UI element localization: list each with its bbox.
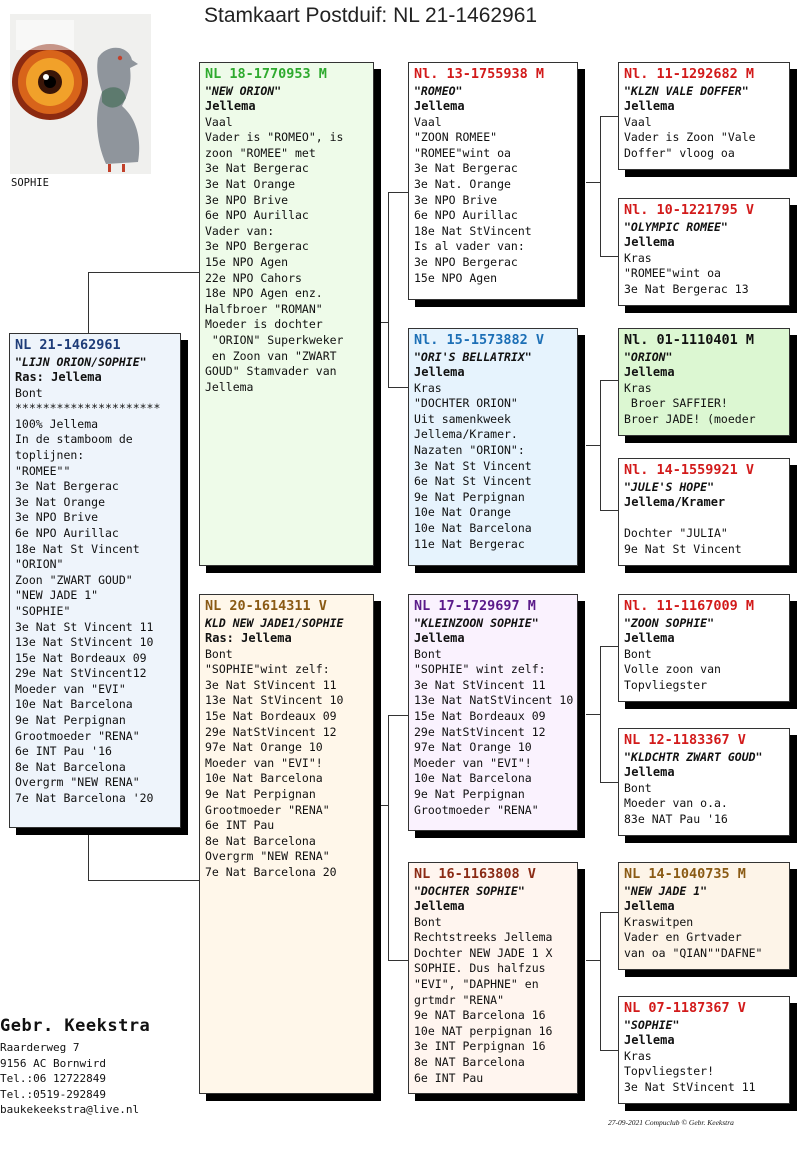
card-line: 3e NPO Bergerac — [205, 239, 309, 254]
strain: Jellema — [414, 899, 465, 913]
card-lines — [414, 915, 574, 1087]
card-line: Grootmoeder "RENA" — [414, 802, 539, 817]
strain: Jellema — [624, 365, 675, 379]
card-line: 3e NPO Bergerac — [414, 254, 518, 269]
pigeon-name: "DOCHTER SOPHIE" — [414, 884, 525, 898]
pedigree-card-ggp-8[interactable] — [618, 996, 790, 1104]
pedigree-card-ggp-5[interactable] — [618, 594, 790, 702]
card-lines — [624, 381, 786, 428]
card-lines — [414, 647, 574, 819]
ring-number: NL 14-1040735 M — [624, 866, 746, 882]
ring-number: Nl. 15-1573882 V — [414, 332, 545, 348]
connector — [600, 782, 618, 783]
card-line: en Zoon van "ZWART — [205, 348, 337, 363]
ring-number: NL 17-1729697 M — [414, 598, 536, 614]
card-line: 6e NPO Aurillac — [15, 525, 119, 540]
card-line: In de stamboom de — [15, 432, 133, 447]
card-line: Bont — [205, 646, 233, 661]
ring-number: Nl. 11-1292682 M — [624, 66, 755, 82]
pigeon-name: "NEW JADE 1" — [624, 884, 708, 898]
card-line: 97e Nat Orange 10 — [414, 740, 532, 755]
card-line: Kraswitpen — [624, 914, 694, 929]
strain: Jellema — [414, 365, 465, 379]
card-line: 6e Nat St Vincent — [414, 474, 532, 489]
card-line: 100% Jellema — [15, 416, 99, 431]
card-line: 3e NPO Brive — [414, 192, 498, 207]
card-line: 9e Nat St Vincent — [624, 541, 742, 556]
card-line: Broer JADE! (moeder — [624, 411, 756, 426]
card-line: Halfbroer "ROMAN" — [205, 301, 323, 316]
card-line: Vaal — [205, 114, 233, 129]
card-line: 3e Nat. Orange — [414, 176, 511, 191]
pedigree-card-ggp-1[interactable] — [618, 62, 790, 170]
card-line: toplijnen: — [15, 447, 85, 462]
card-line: 8e NAT Barcelona — [414, 1054, 525, 1069]
card-line: 9e Nat Perpignan — [205, 786, 316, 801]
card-line: Doffer" vloog oa — [624, 145, 735, 160]
pigeon-name: "KLZN VALE DOFFER" — [624, 84, 749, 98]
connector — [388, 387, 408, 388]
card-line: Moeder van o.a. — [624, 796, 728, 811]
card-line: Broer SAFFIER! — [624, 396, 728, 411]
pigeon-name: KLD NEW JADE1/SOPHIE — [205, 616, 344, 630]
card-line: 29e NatStVincent 12 — [205, 724, 337, 739]
card-line: "SOPHIE"wint zelf: — [205, 662, 330, 677]
pedigree-card-mother[interactable] — [199, 594, 374, 1094]
card-line: Vader is Zoon "Vale — [624, 130, 756, 145]
strain: Ras: Jellema — [205, 631, 292, 645]
card-line: "ORION" Superkweker — [205, 332, 344, 347]
connector — [88, 826, 89, 880]
strain: Jellema — [414, 631, 465, 645]
card-line: 18e Nat St Vincent — [15, 541, 140, 556]
card-line: Topvliegster! — [624, 1064, 715, 1079]
card-line: Overgrm "NEW RENA" — [15, 775, 140, 790]
strain: Ras: Jellema — [15, 370, 102, 384]
card-line: 10e Nat Barcelona — [15, 697, 133, 712]
card-line: "EVI", "DAPHNE" en — [414, 976, 539, 991]
footer-credit: 27-09-2021 Compuclub © Gebr. Keekstra — [608, 1118, 734, 1127]
pedigree-card-ggp-6[interactable] — [618, 728, 790, 836]
connector — [388, 192, 389, 387]
ring-number: Nl. 01-1110401 M — [624, 332, 755, 348]
strain: Jellema/Kramer — [624, 495, 726, 509]
page-title: Stamkaart Postduif: NL 21-1462961 — [204, 4, 538, 27]
card-line: "ORION" — [15, 557, 64, 572]
connector — [374, 805, 388, 806]
card-line: 3e NPO Brive — [205, 192, 289, 207]
ring-number: Nl. 13-1755938 M — [414, 66, 545, 82]
strain: Jellema — [624, 1033, 675, 1047]
card-line: 3e Nat StVincent 11 — [624, 1079, 756, 1094]
card-line: 3e Nat Bergerac — [205, 161, 309, 176]
card-line: 15e NPO Agen — [205, 254, 289, 269]
card-line: 3e Nat Bergerac — [414, 161, 518, 176]
connector — [388, 715, 408, 716]
pigeon-name: "OLYMPIC ROMEE" — [624, 220, 728, 234]
connector — [600, 1050, 618, 1051]
card-line: 6e INT Pau — [414, 1070, 484, 1085]
card-line: Vader is "ROMEO", is — [205, 130, 344, 145]
card-line: zoon "ROMEE" met — [205, 145, 316, 160]
pigeon-name: "LIJN ORION/SOPHIE" — [15, 355, 147, 369]
card-lines — [205, 647, 370, 881]
card-line: 10e Nat Barcelona — [414, 520, 532, 535]
card-line: 8e Nat Barcelona — [15, 759, 126, 774]
card-line: Nazaten "ORION": — [414, 442, 525, 457]
strain: Jellema — [414, 99, 465, 113]
owner-email[interactable]: baukekeekstra@live.nl — [0, 1103, 140, 1117]
card-line: 7e Nat Barcelona 20 — [205, 864, 337, 879]
strain: Jellema — [624, 899, 675, 913]
card-line: 6e NPO Aurillac — [414, 208, 518, 223]
card-line: 3e Nat StVincent 11 — [414, 677, 546, 692]
card-line: "ZOON ROMEE" — [414, 130, 498, 145]
card-line: Kras — [624, 1048, 652, 1063]
connector — [600, 380, 618, 381]
connector — [600, 116, 618, 117]
ring-number: Nl. 10-1221795 V — [624, 202, 755, 218]
card-line: SOPHIE. Dus halfzus — [414, 961, 546, 976]
connector — [586, 960, 600, 961]
connector — [388, 715, 389, 960]
ring-number: NL 12-1183367 V — [624, 732, 746, 748]
card-line: GOUD" Stamvader van — [205, 364, 337, 379]
pigeon-name: "KLEINZOON SOPHIE" — [414, 616, 539, 630]
card-line: "ROMEE"" — [15, 463, 71, 478]
card-line: Bont — [15, 385, 43, 400]
connector — [388, 192, 408, 193]
card-line: Dochter NEW JADE 1 X — [414, 945, 553, 960]
card-line: 6e NPO Aurillac — [205, 208, 309, 223]
card-line: 9e Nat Perpignan — [414, 489, 525, 504]
card-line: "ROMEE"wint oa — [624, 266, 721, 281]
ring-number: NL 20-1614311 V — [205, 598, 327, 614]
pigeon-name: "NEW ORION" — [205, 84, 282, 98]
connector — [600, 912, 618, 913]
card-line: 15e NPO Agen — [414, 270, 498, 285]
connector — [88, 272, 200, 273]
connector — [600, 116, 601, 256]
ring-number: NL 16-1163808 V — [414, 866, 536, 882]
card-line: 11e Nat Bergerac — [414, 536, 525, 551]
card-line: 13e Nat StVincent 10 — [15, 635, 154, 650]
card-line: "SOPHIE" — [15, 603, 71, 618]
card-line: 10e Nat Barcelona — [205, 771, 323, 786]
card-line: Is al vader van: — [414, 239, 525, 254]
card-line: 18e NPO Agen enz. — [205, 286, 323, 301]
card-lines — [414, 115, 574, 287]
card-line: 10e Nat Orange — [414, 505, 511, 520]
connector — [586, 182, 600, 183]
connector — [600, 380, 601, 510]
ring-number: NL 21-1462961 — [15, 337, 121, 353]
owner-address: Raarderweg 7 — [0, 1041, 80, 1054]
card-line: 15e Nat Bordeaux 09 — [205, 708, 337, 723]
card-line: Bont — [414, 646, 442, 661]
strain: Jellema — [624, 765, 675, 779]
card-line: 29e NatStVincent 12 — [414, 724, 546, 739]
connector — [374, 322, 388, 323]
card-lines — [15, 386, 177, 807]
card-line: 10e Nat Barcelona — [414, 771, 532, 786]
card-lines — [624, 915, 786, 962]
card-line: 3e Nat Bergerac 13 — [624, 281, 749, 296]
card-line: Topvliegster — [624, 677, 708, 692]
pedigree-card-ggp-4[interactable] — [618, 458, 790, 566]
card-lines — [414, 381, 574, 553]
connector — [586, 714, 600, 715]
card-line: 8e Nat Barcelona — [205, 833, 316, 848]
card-line: Kras — [624, 250, 652, 265]
card-line: 29e Nat StVincent12 — [15, 666, 147, 681]
owner-phone-2: Tel.:0519-292849 — [0, 1087, 106, 1101]
card-lines — [624, 251, 786, 298]
card-line: Kras — [414, 380, 442, 395]
card-line: 18e Nat StVincent — [414, 223, 532, 238]
connector — [88, 880, 200, 881]
card-line: "ROMEE"wint oa — [414, 145, 511, 160]
card-line: Zoon "ZWART GOUD" — [15, 572, 133, 587]
card-line: "NEW JADE 1" — [15, 588, 99, 603]
card-line: Moeder is dochter — [205, 317, 323, 332]
pigeon-name: "KLDCHTR ZWART GOUD" — [624, 750, 763, 764]
ring-number: NL 18-1770953 M — [205, 66, 327, 82]
card-line: 83e NAT Pau '16 — [624, 811, 728, 826]
pigeon-name: "ROMEO" — [414, 84, 463, 98]
pigeon-illustration — [10, 14, 151, 174]
connector — [600, 646, 618, 647]
card-line: 3e Nat StVincent 11 — [205, 677, 337, 692]
ring-number: NL 07-1187367 V — [624, 1000, 746, 1016]
connector — [586, 445, 600, 446]
pigeon-name: "ORION" — [624, 350, 673, 364]
card-line: 3e Nat Bergerac — [15, 479, 119, 494]
card-line: Uit samenkweek — [414, 411, 511, 426]
photo-caption: SOPHIE — [11, 177, 49, 189]
card-line: 3e Nat Orange — [15, 494, 106, 509]
card-line: 22e NPO Cahors — [205, 270, 302, 285]
card-line: Moeder van "EVI" — [15, 681, 126, 696]
card-line: ********************* — [15, 401, 161, 416]
connector — [600, 510, 618, 511]
owner-city: 9156 AC Bornwird — [0, 1056, 106, 1070]
pedigree-card-ggp-2[interactable] — [618, 198, 790, 306]
card-line: 13e Nat StVincent 10 — [205, 693, 344, 708]
ring-number: Nl. 11-1167009 M — [624, 598, 755, 614]
pigeon-name: "ZOON SOPHIE" — [624, 616, 715, 630]
pedigree-card-ggp-3[interactable] — [618, 328, 790, 436]
card-line: 3e Nat St Vincent — [414, 458, 532, 473]
card-line: Jellema/Kramer. — [414, 427, 518, 442]
pigeon-name: "JULE'S HOPE" — [624, 480, 715, 494]
pedigree-card-maternal-grandmother[interactable] — [408, 862, 578, 1094]
card-line: Vaal — [414, 114, 442, 129]
strain: Jellema — [205, 99, 256, 113]
card-line: Jellema — [205, 379, 254, 394]
owner-phone-1: Tel.:06 12722849 — [0, 1072, 106, 1086]
card-line: Grootmoeder "RENA" — [205, 802, 330, 817]
strain: Jellema — [624, 99, 675, 113]
card-line: Bont — [624, 780, 652, 795]
card-lines — [624, 511, 786, 558]
pedigree-card-main[interactable] — [9, 333, 181, 828]
card-line: Bont — [624, 646, 652, 661]
card-line: 7e Nat Barcelona '20 — [15, 791, 154, 806]
ring-number: Nl. 14-1559921 V — [624, 462, 755, 478]
card-line: Vader van: — [205, 223, 275, 238]
card-lines — [205, 115, 370, 396]
card-line: Dochter "JULIA" — [624, 526, 728, 541]
pedigree-card-ggp-7[interactable] — [618, 862, 790, 970]
card-line: 9e Nat Perpignan — [15, 713, 126, 728]
pigeon-name: "ORI'S BELLATRIX" — [414, 350, 532, 364]
strain: Jellema — [624, 631, 675, 645]
card-line: 6e INT Pau '16 — [15, 744, 112, 759]
strain: Jellema — [624, 235, 675, 249]
card-line: 13e Nat NatStVincent 10 — [414, 693, 574, 708]
card-line: grtmdr "RENA" — [414, 992, 505, 1007]
card-line: 9e Nat Perpignan — [414, 786, 525, 801]
card-line: Moeder van "EVI"! — [414, 755, 532, 770]
card-line: 3e Nat St Vincent 11 — [15, 619, 154, 634]
pigeon-name: "SOPHIE" — [624, 1018, 680, 1032]
connector — [88, 272, 89, 333]
card-lines — [624, 647, 786, 694]
card-line: 97e Nat Orange 10 — [205, 740, 323, 755]
card-line: 3e Nat Orange — [205, 176, 296, 191]
pedigree-card-paternal-grandfather[interactable] — [408, 62, 578, 300]
card-line: "DOCHTER ORION" — [414, 396, 518, 411]
card-line: 15e Nat Bordeaux 09 — [414, 708, 546, 723]
card-line: Grootmoeder "RENA" — [15, 728, 140, 743]
card-line: Rechtstreeks Jellema — [414, 930, 553, 945]
card-line: 3e NPO Brive — [15, 510, 99, 525]
card-lines — [624, 1049, 786, 1096]
card-line: "SOPHIE" wint zelf: — [414, 662, 546, 677]
card-line: van oa "QIAN""DAFNE" — [624, 945, 763, 960]
pedigree-card-paternal-grandmother[interactable] — [408, 328, 578, 566]
connector — [600, 256, 618, 257]
connector — [600, 646, 601, 782]
card-line — [624, 511, 786, 527]
card-line: Overgrm "NEW RENA" — [205, 849, 330, 864]
card-line: Vader en Grtvader — [624, 930, 742, 945]
card-line: 3e INT Perpignan 16 — [414, 1039, 546, 1054]
pigeon-photo — [10, 14, 151, 174]
card-line: Bont — [414, 914, 442, 929]
card-line: Moeder van "EVI"! — [205, 755, 323, 770]
card-lines — [624, 115, 786, 162]
connector — [388, 960, 408, 961]
card-line: 15e Nat Bordeaux 09 — [15, 650, 147, 665]
card-lines — [624, 781, 786, 828]
owner-info — [0, 1016, 150, 1118]
card-line: 6e INT Pau — [205, 818, 275, 833]
connector — [600, 912, 601, 1050]
card-line: 10e NAT perpignan 16 — [414, 1023, 553, 1038]
card-line: Volle zoon van — [624, 662, 721, 677]
owner-name: Gebr. Keekstra — [0, 1016, 151, 1036]
card-line: 9e NAT Barcelona 16 — [414, 1008, 546, 1023]
pedigree-card-father[interactable] — [199, 62, 374, 566]
card-line: Kras — [624, 380, 652, 395]
pedigree-card-maternal-grandfather[interactable] — [408, 594, 578, 831]
card-line: Vaal — [624, 114, 652, 129]
